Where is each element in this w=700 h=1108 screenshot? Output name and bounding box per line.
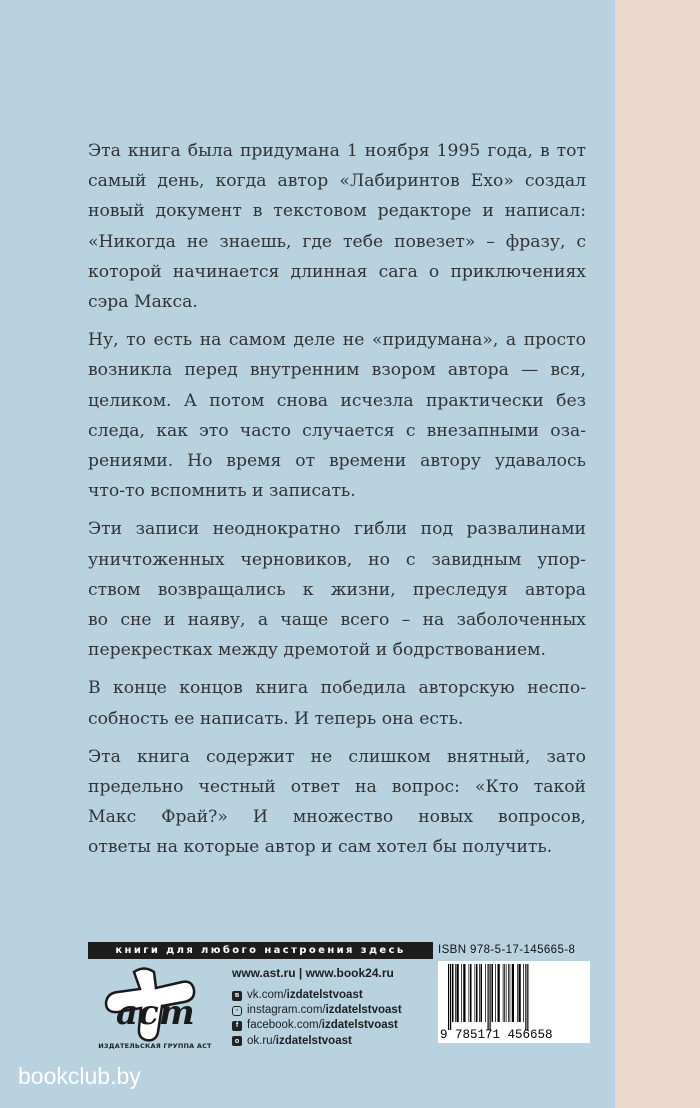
barcode-bar [457,964,459,1022]
barcode-bar [508,964,509,1022]
barcode-bar [470,964,472,1022]
blurb-line: которой начинается длинная сага о приключениях [88,261,586,282]
spine-strip [615,0,700,1108]
barcode-digits: 9 785171 456658 [440,1028,553,1042]
barcode-bar [512,964,514,1022]
blurb-paragraph [88,742,586,863]
barcode-bar [510,964,511,1022]
ast-logo [94,966,212,1044]
barcode-bar [476,964,478,1022]
blurb-line: В конце концов книга победила авторскую неспо- [88,678,586,699]
social-link-handle: izdatelstvoast [275,1034,352,1047]
blurb-line: Эта книга содержит не слишком внятный, зато [88,746,586,767]
barcode-bar [469,964,470,1022]
blurb-line: Макс Фрай?» И множество новых вопросов, [88,807,586,828]
barcode-bar [492,964,494,1022]
blurb-line: во сне и наяву, а чаще всего – на заболоченных [88,610,586,631]
blurb-line: собность ее написать. И теперь она есть. [88,708,464,729]
barcode-bar [519,964,521,1022]
barcode-bar [523,964,524,1022]
social-link[interactable] [232,988,402,1003]
barcode-bar [475,964,476,1022]
blurb-paragraph [88,514,586,665]
social-link-handle: izdatelstvoast [321,1019,398,1032]
barcode-bar [452,964,454,1022]
blurb-line: Эти записи неоднократно гибли под развалинами [88,519,586,540]
barcode-bar [485,964,486,1022]
blurb-line: рениями. Но время от времени автору удавалось [88,451,586,472]
barcode-bar [498,964,500,1022]
facebook-icon: f [232,1021,242,1031]
vk-icon: в [232,991,242,1001]
blurb-line: целиком. А потом снова исчезла практически без [88,390,586,411]
barcode-bar [481,964,483,1022]
blurb-line: ответы на которые автор и сам хотел бы получить. [88,837,553,858]
social-link-prefix: instagram.com/ [247,1004,326,1017]
blurb-paragraph [88,136,586,317]
barcode-bar [463,964,465,1022]
barcode-bar [455,964,456,1022]
barcode-bar [450,964,451,1030]
watermark-text: bookclub.by [18,1063,141,1089]
isbn-label: ISBN 978-5-17-145665-8 [438,944,576,956]
social-link[interactable] [232,1003,402,1018]
barcode-bar [488,964,489,1030]
blurb-line: следа, как это часто случается с внезапными оза- [88,420,586,441]
instagram-icon: ◦ [232,1006,242,1016]
blurb-line: перекрестках между дремотой и бодрствованием. [88,640,546,661]
blurb-line: сэра Макса. [88,292,198,313]
blurb-text [88,136,586,871]
publisher-links [232,966,402,1049]
barcode-bar [517,964,518,1022]
social-link[interactable] [232,1018,402,1033]
barcode-bar [490,964,491,1030]
blurb-line: что-то вспомнить и записать. [88,481,356,502]
social-link[interactable] [232,1034,402,1049]
logo-wordmark: аст [116,993,195,1033]
barcode-bar [506,964,507,1022]
social-links [232,988,402,1049]
social-link-handle: izdatelstvoast [286,989,363,1001]
social-link-prefix: ok.ru/ [247,1034,276,1047]
barcode-bar [448,964,449,1030]
barcode-bar [479,964,480,1022]
website-links[interactable]: www.ast.ru | www.book24.ru [232,966,394,980]
barcode-bar [527,964,528,1030]
barcode-bar [503,964,504,1022]
blurb-line: самый день, когда автор «Лабиринтов Ехо» создал [88,171,586,192]
social-link-prefix: vk.com/ [247,989,287,1001]
barcode-bar [504,964,505,1022]
blurb-line: «Никогда не знаешь, где тебе повезет» – фразу, с [88,231,586,252]
blurb-paragraph [88,325,586,506]
isbn-barcode [438,961,590,1043]
odnoklassniki-icon: о [232,1036,242,1046]
blurb-line: возникла перед внутренним взором автора — вся, [88,360,586,381]
blurb-line: предельно честный ответ на вопрос: «Кто такой [88,777,586,798]
publisher-caption: ИЗДАТЕЛЬСКАЯ ГРУППА АСТ [98,1042,212,1050]
blurb-line: новый документ в текстовом редакторе и написал: [88,201,586,222]
social-link-handle: izdatelstvoast [325,1004,402,1017]
social-link-prefix: facebook.com/ [247,1019,322,1032]
slogan-bar: книги для любого настроения здесь [88,942,433,959]
barcode-bar [525,964,526,1030]
blurb-line: Ну, то есть на самом деле не «придумана», а просто [88,330,586,351]
blurb-line: Эта книга была придумана 1 ноября 1995 года, в тот [88,141,586,161]
barcode-bar [461,964,462,1022]
blurb-line: уничтоженных черновиков, но с завидным упор- [88,549,586,570]
barcode-bar [495,964,496,1022]
blurb-paragraph [88,673,586,733]
blurb-line: ством возвращались к жизни, преследуя автора [88,579,586,600]
